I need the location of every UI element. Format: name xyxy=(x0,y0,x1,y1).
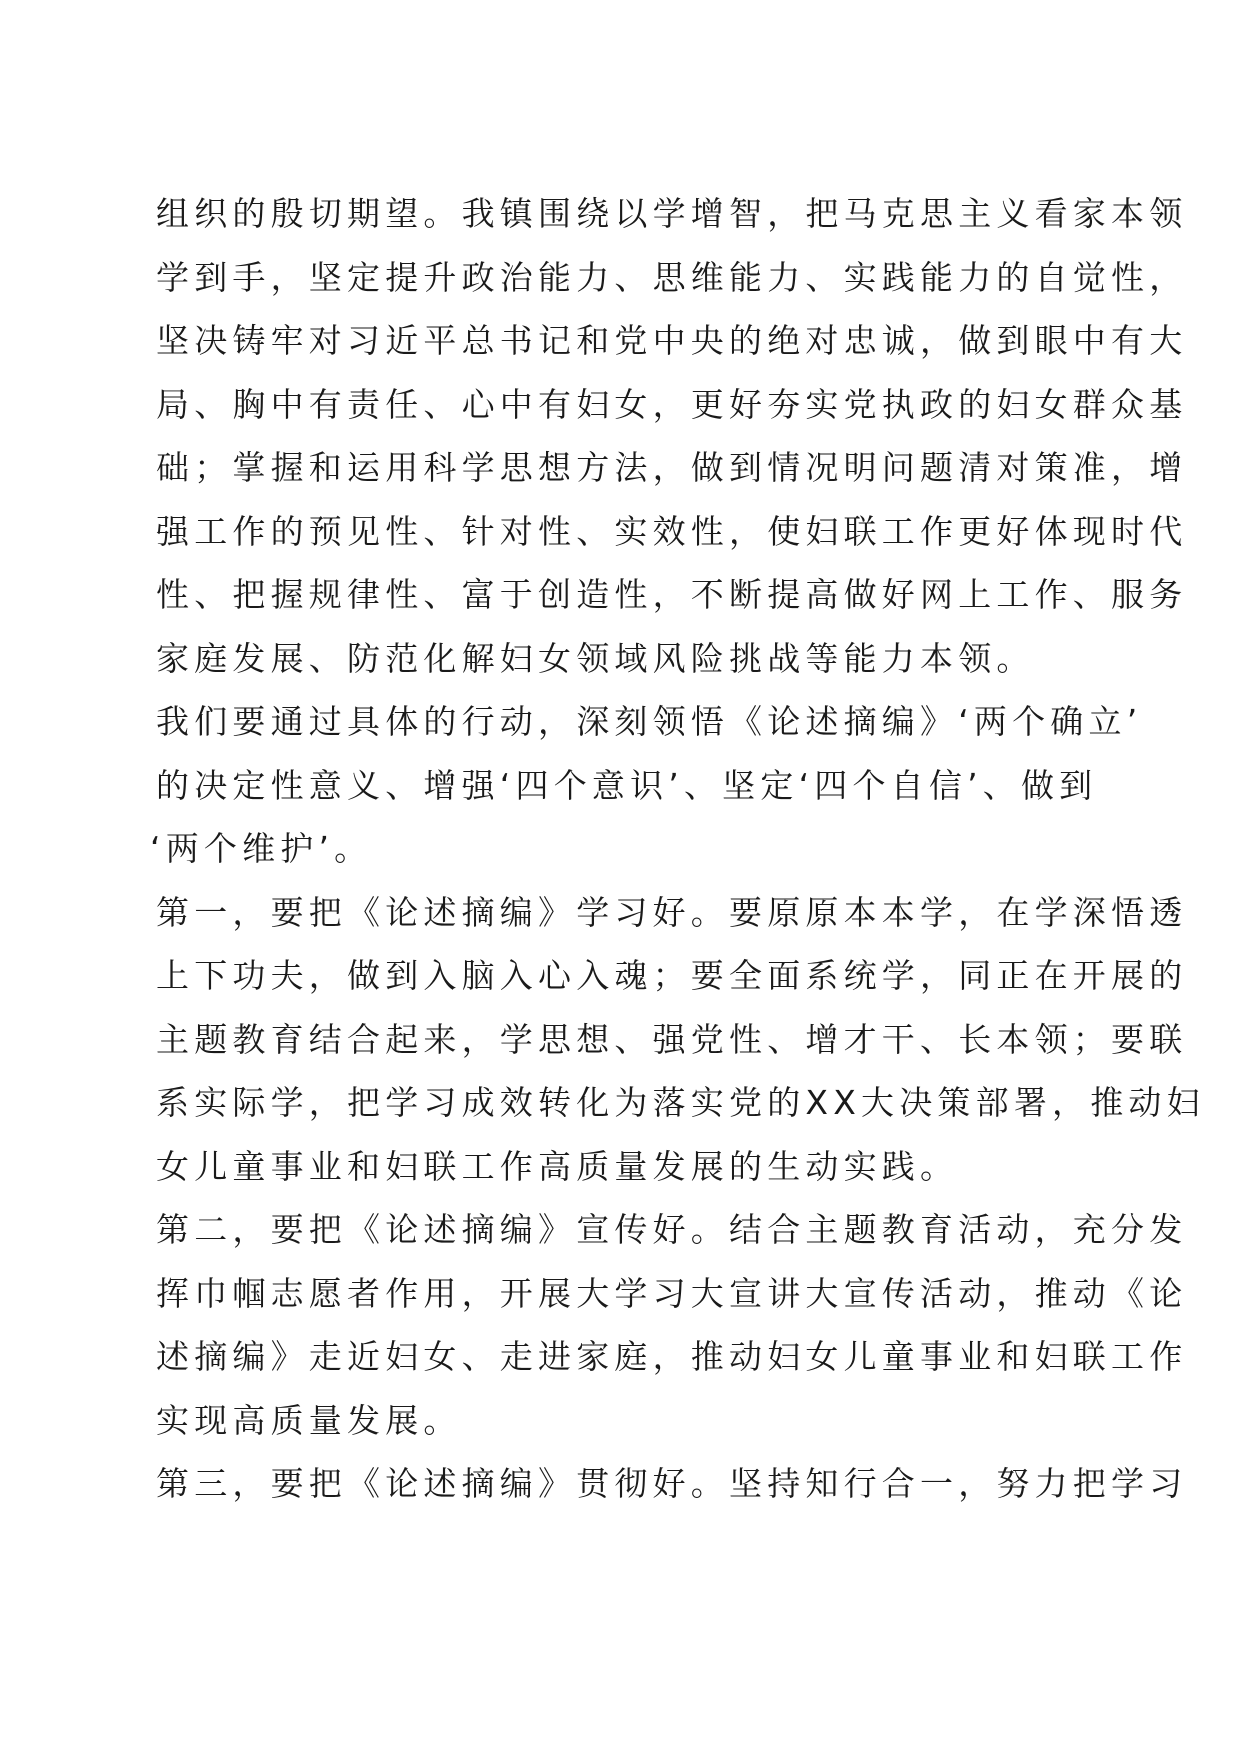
text-line: 系实际学，把学习成效转化为落实党的XX大决策部署，推动妇 xyxy=(156,1083,1205,1122)
text-line: 第二，要把《论述摘编》宣传好。结合主题教育活动，充分发 xyxy=(156,1210,1188,1249)
text-line: 坚决铸牢对习近平总书记和党中央的绝对忠诚，做到眼中有大 xyxy=(156,321,1188,360)
text-line: 主题教育结合起来，学思想、强党性、增才干、长本领；要联 xyxy=(156,1019,1188,1059)
text-line: 实现高质量发展。 xyxy=(156,1400,462,1440)
text-line: 局、胸中有责任、心中有妇女，更好夯实党执政的妇女群众基 xyxy=(156,384,1188,424)
text-line: 女儿童事业和妇联工作高质量发展的生动实践。 xyxy=(156,1146,959,1186)
document-body xyxy=(150,182,1205,1516)
paragraph-commitment xyxy=(156,182,1188,690)
text-line: 家庭发展、防范化解妇女领域风险挑战等能力本领。 xyxy=(156,638,1035,678)
paragraph-first-study xyxy=(156,881,1205,1199)
text-line: 的决定性意义、增强‘四个意识’、坚定‘四个自信’、做到 xyxy=(156,765,1098,805)
text-line: 挥巾帼志愿者作用，开展大学习大宣讲大宣传活动，推动《论 xyxy=(156,1273,1188,1313)
text-line: 学到手，坚定提升政治能力、思维能力、实践能力的自觉性， xyxy=(156,257,1188,297)
paragraph-actions xyxy=(150,690,1143,881)
text-line: 上下功夫，做到入脑入心入魂；要全面系统学，同正在开展的 xyxy=(156,956,1188,995)
text-line: 第一，要把《论述摘编》学习好。要原原本本学，在学深悟透 xyxy=(156,892,1188,932)
text-line: 性、把握规律性、富于创造性，不断提高做好网上工作、服务 xyxy=(156,575,1188,614)
text-line: 组织的殷切期望。我镇围绕以学增智，把马克思主义看家本领 xyxy=(156,194,1188,233)
text-line: ‘两个维护’。 xyxy=(150,829,373,868)
text-line: 强工作的预见性、针对性、实效性，使妇联工作更好体现时代 xyxy=(156,511,1188,551)
paragraph-second-publicize xyxy=(156,1198,1188,1452)
paragraph-third-implement xyxy=(156,1452,1188,1516)
text-line: 础；掌握和运用科学思想方法，做到情况明问题清对策准，增 xyxy=(156,448,1188,487)
text-line: 述摘编》走近妇女、走进家庭，推动妇女儿童事业和妇联工作 xyxy=(156,1337,1188,1376)
text-line: 第三，要把《论述摘编》贯彻好。坚持知行合一，努力把学习 xyxy=(156,1464,1188,1503)
text-line: 我们要通过具体的行动，深刻领悟《论述摘编》‘两个确立’ xyxy=(156,702,1143,741)
